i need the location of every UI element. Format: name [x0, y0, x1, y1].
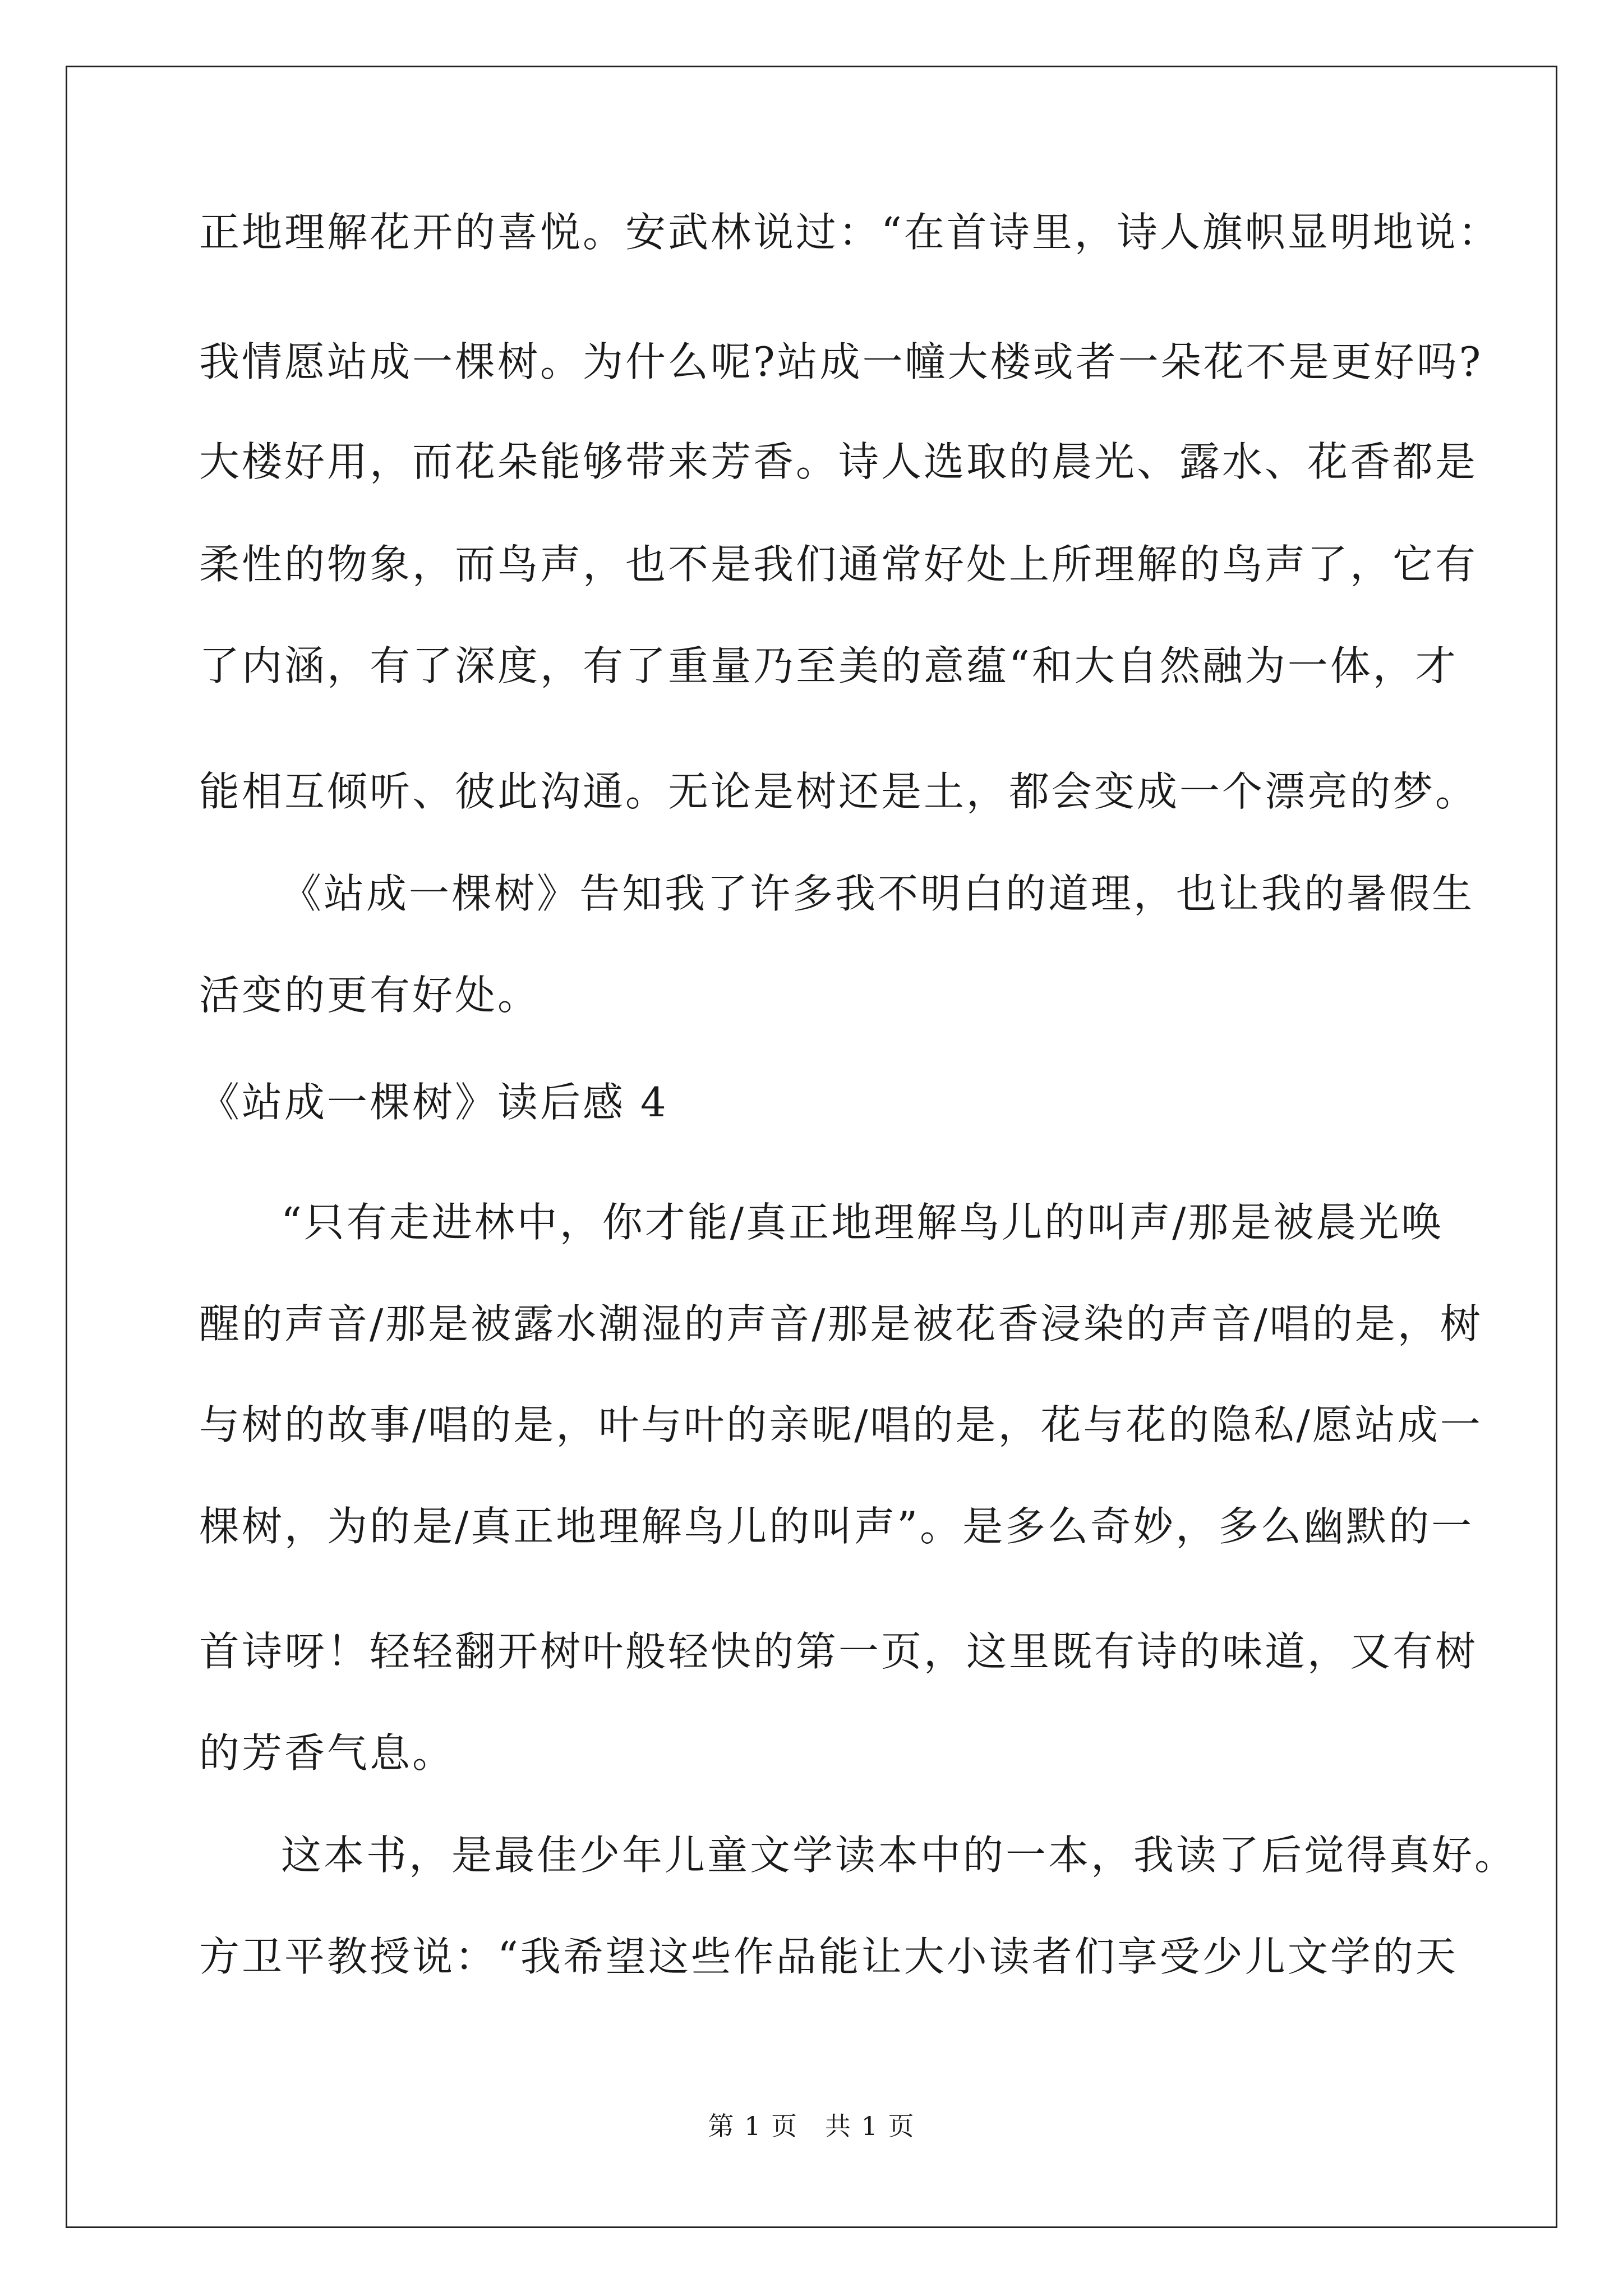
body-line: 我情愿站成一棵树。为什么呢?站成一幢大楼或者一朵花不是更好吗?	[199, 338, 1483, 385]
body-line: 能相互倾听、彼此沟通。无论是树还是土，都会变成一个漂亮的梦。	[199, 768, 1478, 815]
body-line: 与树的故事/唱的是，叶与叶的亲昵/唱的是，花与花的隐私/愿站成一	[199, 1401, 1483, 1448]
body-line: 的芳香气息。	[199, 1729, 455, 1777]
body-line: 活变的更有好处。	[199, 972, 541, 1019]
page-footer: 第 1 页 共 1 页	[708, 2111, 915, 2141]
body-line: 醒的声音/那是被露水潮湿的声音/那是被花香浸染的声音/唱的是，树	[199, 1300, 1483, 1347]
body-line: 柔性的物象，而鸟声，也不是我们通常好处上所理解的鸟声了，它有	[199, 541, 1478, 588]
body-line: 这本书，是最佳少年儿童文学读本中的一本，我读了后觉得真好。	[281, 1832, 1518, 1879]
section-heading: 《站成一棵树》读后感 4	[199, 1079, 668, 1126]
body-line: 正地理解花开的喜悦。安武林说过：“在首诗里，诗人旗帜显明地说：	[199, 209, 1501, 256]
body-line: 大楼好用，而花朵能够带来芳香。诗人选取的晨光、露水、花香都是	[199, 438, 1478, 485]
body-line: 了内涵，有了深度，有了重量乃至美的意蕴“和大自然融为一体，才	[199, 642, 1458, 689]
body-line: 《站成一棵树》告知我了许多我不明白的道理，也让我的暑假生	[281, 870, 1475, 917]
body-line: 棵树，为的是/真正地理解鸟儿的叫声”。是多么奇妙，多么幽默的一	[199, 1503, 1474, 1550]
body-line: 首诗呀！轻轻翻开树叶般轻快的第一页，这里既有诗的味道，又有树	[199, 1628, 1478, 1675]
body-line: 方卫平教授说：“我希望这些作品能让大小读者们享受少儿文学的天	[199, 1933, 1458, 1980]
body-line: “只有走进林中，你才能/真正地理解鸟儿的叫声/那是被晨光唤	[281, 1199, 1444, 1246]
page-border	[66, 66, 1557, 2228]
